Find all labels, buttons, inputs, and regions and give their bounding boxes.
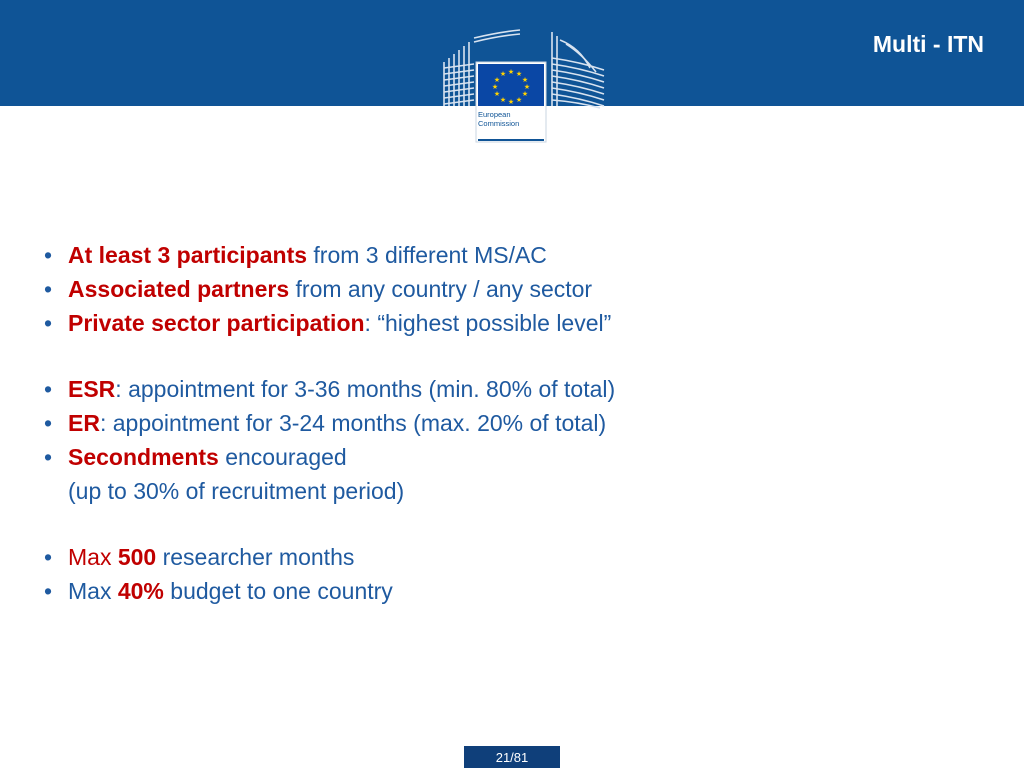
svg-text:★: ★ xyxy=(521,76,529,84)
bullet-item: • Max 40% budget to one country xyxy=(44,578,393,604)
bullet-list xyxy=(44,238,944,608)
svg-text:★: ★ xyxy=(507,98,515,106)
svg-text:★: ★ xyxy=(523,83,531,91)
bullet-item: • Private sector participation: “highest possible level” xyxy=(44,310,612,336)
svg-text:★: ★ xyxy=(491,83,499,91)
page-number-badge: 21/81 xyxy=(464,746,560,768)
bullet-item: • Secondments encouraged xyxy=(44,444,347,470)
bullet-item: • ER: appointment for 3-24 months (max. 20% of total) xyxy=(44,410,607,436)
svg-text:★: ★ xyxy=(515,96,523,104)
bullet-item: • ESR: appointment for 3-36 months (min. 80% of total) xyxy=(44,376,616,402)
european-commission-logo xyxy=(440,28,606,144)
svg-text:★: ★ xyxy=(515,70,523,78)
logo-text: European Commission xyxy=(478,110,520,128)
svg-text:★: ★ xyxy=(507,68,515,76)
bullet-item: • Associated partners from any country / any sector xyxy=(44,276,593,302)
bullet-item: • At least 3 participants from 3 different MS/AC xyxy=(44,242,547,268)
slide-title: Multi - ITN xyxy=(872,31,984,57)
bullet-continuation: (up to 30% of recruitment period) xyxy=(68,478,405,504)
svg-text:★: ★ xyxy=(493,90,501,98)
svg-text:★: ★ xyxy=(493,76,501,84)
svg-text:★: ★ xyxy=(499,96,507,104)
bullet-item: • Max 500 researcher months xyxy=(44,544,355,570)
svg-text:★: ★ xyxy=(521,90,529,98)
svg-text:★: ★ xyxy=(499,70,507,78)
